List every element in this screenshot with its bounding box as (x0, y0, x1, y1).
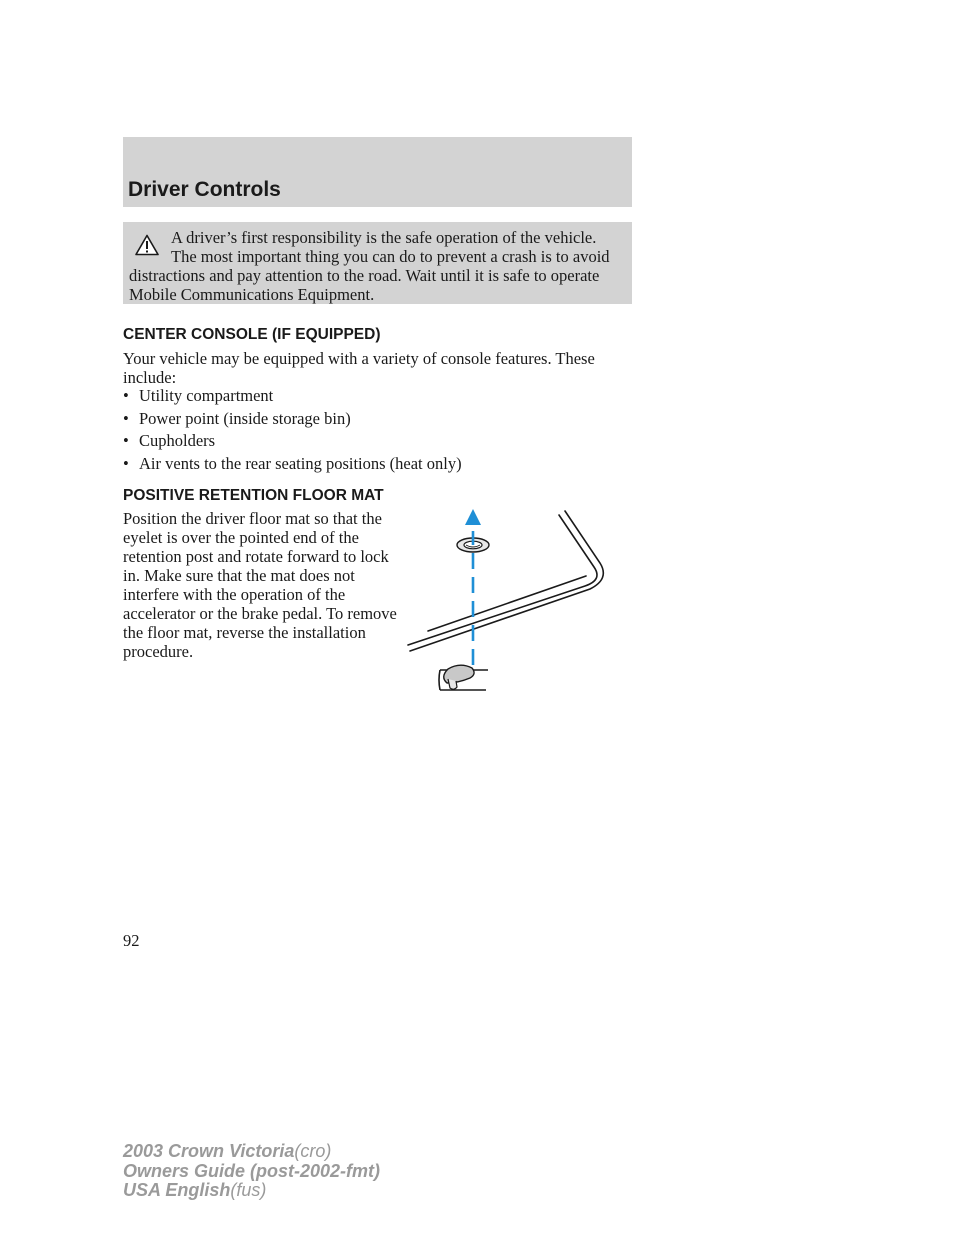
direction-arrow (465, 509, 481, 665)
bullet-marker: • (123, 453, 129, 473)
list-item-text: Power point (inside storage bin) (139, 408, 351, 428)
list-item-text: Utility compartment (139, 386, 274, 405)
document-footer (123, 1142, 380, 1201)
footer-line-1 (123, 1142, 380, 1162)
floor-mat-edge (408, 511, 603, 651)
list-item (123, 431, 462, 454)
footer-language-code: (fus) (230, 1180, 267, 1200)
footer-model: 2003 Crown Victoria (123, 1141, 295, 1161)
warning-text: A driver’s first responsibility is the safe operation of the vehicle. The most important thing you can do to prevent a crash is to avoid distractions and pay attention to the road. Wait until it is safe to operate Mobile Communications Equipment. (129, 228, 610, 304)
floor-mat-heading: POSITIVE RETENTION FLOOR MAT (123, 487, 384, 504)
list-item-text: Air vents to the rear seating positions (heat only) (139, 453, 462, 473)
bullet-marker: • (123, 386, 129, 405)
bullet-marker: • (123, 431, 129, 450)
floor-mat-illustration (400, 505, 615, 700)
footer-model-code: (cro) (294, 1141, 332, 1161)
list-item-text: Cupholders (139, 431, 216, 450)
footer-line-2 (123, 1162, 380, 1182)
console-features-list (123, 386, 462, 476)
floor-mat-text: Position the driver floor mat so that the eyelet is over the pointed end of the retention post and rotate forward to lock in. Make sure that the mat does not interfere with the operation of the accelerator or the brake pedal. To remove the floor mat, reverse the installation procedure. (123, 509, 397, 661)
list-item (123, 409, 462, 432)
list-item (123, 386, 462, 409)
warning-box (123, 222, 632, 304)
center-console-heading: CENTER CONSOLE (IF EQUIPPED) (123, 326, 381, 343)
list-item (123, 454, 462, 477)
bullet-marker: • (123, 408, 129, 428)
page-number: 92 (123, 931, 140, 950)
footer-guide: Owners Guide (post-2002-fmt) (123, 1160, 381, 1181)
footer-language: USA English (123, 1180, 231, 1200)
center-console-intro: Your vehicle may be equipped with a variety of console features. These include: (123, 349, 595, 387)
footer-line-3 (123, 1181, 380, 1201)
retention-post (439, 665, 488, 690)
section-title: Driver Controls (128, 178, 281, 201)
